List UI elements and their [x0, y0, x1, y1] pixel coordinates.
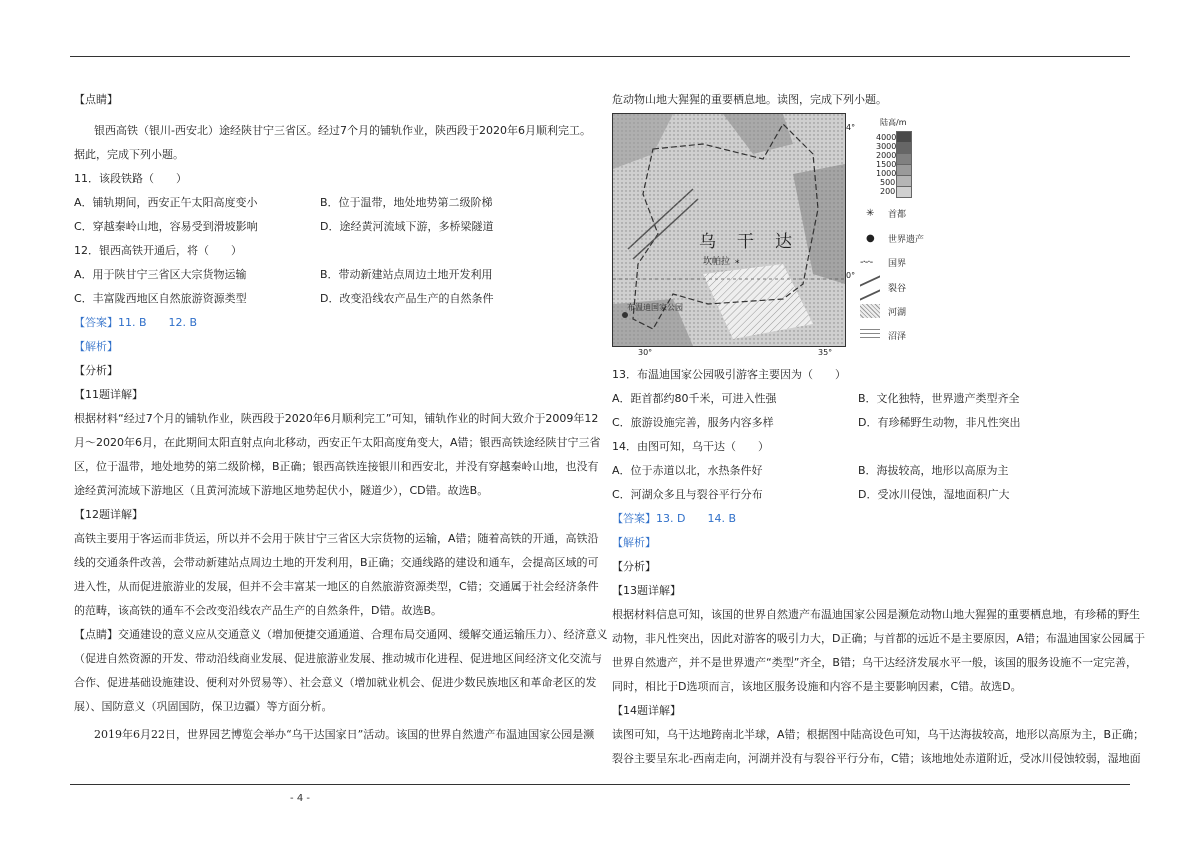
map-park-label: 布温迪国家公园: [627, 303, 683, 312]
legend-label: 国界: [888, 259, 907, 269]
capital-symbol-icon: ✳: [866, 208, 875, 219]
left-line: 合作、促进基础设施建设、便利对外贸易等）、社会意义（增加就业机会、促进少数民族地区和革命老区的发: [74, 676, 597, 689]
legend-label: 首都: [888, 210, 907, 220]
left-line: C．穿越秦岭山地，容易受到滑坡影响: [74, 220, 258, 233]
left-line: 进入性，从而促进旅游业的发展，但并不会丰富某一地区的自然旅游资源类型，C错；交通属于社会经济条件: [74, 580, 599, 593]
left-line: 据此，完成下列小题。: [74, 148, 184, 161]
uganda-map: [612, 113, 846, 347]
right-line: 【13题详解】: [612, 584, 681, 597]
border-symbol-icon: -·-·-: [860, 257, 873, 268]
answer-line: 【答案】13. D 14. B: [612, 512, 736, 525]
left-line: D．途经黄河流域下游，多桥梁隧道: [320, 220, 494, 233]
elevation-value: 4000: [876, 133, 897, 142]
analysis-label: 【解析】: [74, 340, 118, 353]
right-line: C．旅游设施完善，服务内容多样: [612, 416, 774, 429]
right-line: 【14题详解】: [612, 704, 681, 717]
right-line: B．文化独特，世界遗产类型齐全: [858, 392, 1020, 405]
left-line: A．铺轨期间，西安正午太阳高度变小: [74, 196, 258, 209]
left-line: 12．银西高铁开通后，将（ ）: [74, 244, 242, 257]
map-capital-label: 坎帕拉: [703, 257, 731, 267]
left-line: 【分析】: [74, 364, 118, 377]
left-line: 区，位于温带，地处地势的第二级阶梯，B正确；银西高铁连接银川和西安北，并没有穿越秦岭山地，也没有: [74, 460, 599, 473]
elevation-value: 1000: [876, 169, 897, 178]
left-line: C．丰富陇西地区自然旅游资源类型: [74, 292, 247, 305]
map-country-label: 乌 干 达: [699, 232, 794, 252]
right-line: A．位于赤道以北，水热条件好: [612, 464, 763, 477]
analysis-label: 【解析】: [612, 536, 656, 549]
right-line: D．受冰川侵蚀，湿地面积广大: [858, 488, 1010, 501]
legend-label: 裂谷: [888, 284, 907, 294]
lat-label: 4°: [846, 123, 856, 132]
capital-marker: *: [735, 259, 740, 269]
right-line: D．有珍稀野生动物，非凡性突出: [858, 416, 1021, 429]
footer-rule: [70, 784, 1130, 785]
elevation-value: 3000: [876, 142, 897, 151]
legend-label: 沼泽: [888, 332, 907, 342]
legend-title: 陆高/m: [880, 118, 907, 127]
right-line: B．海拔较高，地形以高原为主: [858, 464, 1009, 477]
left-line: A．用于陕甘宁三省区大宗货物运输: [74, 268, 247, 281]
left-line: B．位于温带，地处地势第二级阶梯: [320, 196, 493, 209]
elevation-value: 200: [880, 187, 896, 196]
lon-label: 35°: [818, 348, 833, 357]
right-line: 危动物山地大猩猩的重要栖息地。读图，完成下列小题。: [612, 93, 887, 106]
left-line: 11．该段铁路（ ）: [74, 172, 187, 185]
page-number: - 4 -: [290, 793, 310, 804]
right-line: 13．布温迪国家公园吸引游客主要因为（ ）: [612, 368, 846, 381]
left-line: 的范畴，该高铁的通车不会改变沿线农产品生产的自然条件，D错。故选B。: [74, 604, 443, 617]
right-line: 【分析】: [612, 560, 656, 573]
elevation-swatch: [896, 186, 912, 198]
left-line: 2019年6月22日，世界园艺博览会举办“乌干达国家日”活动。该国的世界自然遗产布温迪国家公园是濒: [94, 728, 595, 741]
right-line: 世界自然遗产，并不是世界遗产“类型”齐全，B错；乌干达经济发展水平一般，该国的服务设施不一定完善，: [612, 656, 1137, 669]
lake-symbol-icon: [860, 304, 880, 318]
left-line: 途经黄河流域下游地区（且黄河流域下游地区地势起伏小，隧道少），CD错。故选B。: [74, 484, 489, 497]
answer-line: 【答案】11. B 12. B: [74, 316, 198, 329]
left-line: 【点睛】交通建设的意义应从交通意义（增加便捷交通通道、合理布局交通网、缓解交通运输压力）、经济意义: [74, 628, 608, 641]
right-line: 14．由图可知，乌干达（ ）: [612, 440, 769, 453]
left-line: 根据材料“经过7个月的铺轨作业，陕西段于2020年6月顺利完工”可知，铺轨作业的时间大致介于2009年12: [74, 412, 599, 425]
left-line: 高铁主要用于客运而非货运，所以并不会用于陕甘宁三省区大宗货物的运输，A错；随着高铁的开通，高铁沿: [74, 532, 599, 545]
legend-label: 河湖: [888, 308, 907, 318]
elevation-value: 2000: [876, 151, 897, 160]
heritage-symbol-icon: ●: [866, 233, 875, 244]
right-line: 读图可知，乌干达地跨南北半球，A错；根据图中陆高设色可知，乌干达海拔较高，地形以高原为主，B正确；: [612, 728, 1145, 741]
left-line: （促进自然资源的开发、带动沿线商业发展、促进旅游业发展、推动城市化进程、促进地区间经济文化交流与: [74, 652, 602, 665]
left-line: D．改变沿线农产品生产的自然条件: [320, 292, 494, 305]
right-line: C．河湖众多且与裂谷平行分布: [612, 488, 763, 501]
elevation-value: 1500: [876, 160, 897, 169]
left-line: 银西高铁（银川-西安北）途经陕甘宁三省区。经过7个月的铺轨作业，陕西段于2020年6月顺利完工。: [94, 124, 591, 137]
left-line: 【12题详解】: [74, 508, 143, 521]
header-rule: [70, 56, 1130, 57]
left-line: 【11题详解】: [74, 388, 143, 401]
rift-symbol-icon: [860, 275, 880, 300]
elevation-value: 500: [880, 178, 896, 187]
left-line: 月～2020年6月，在此期间太阳直射点向北移动，西安正午太阳高度角变大，A错；银西高铁途经陕甘宁三省: [74, 436, 601, 449]
left-line: B．带动新建站点周边土地开发利用: [320, 268, 493, 281]
right-line: 根据材料信息可知，该国的世界自然遗产布温迪国家公园是濒危动物山地大猩猩的重要栖息地，有珍稀的野生: [612, 608, 1140, 621]
right-line: A．距首都约80千米，可进入性强: [612, 392, 777, 405]
right-line: 同时，相比于D选项而言，该地区服务设施和内容不是主要影响因素，C错。故选D。: [612, 680, 1022, 693]
right-line: 裂谷主要呈东北-西南走向，河湖并没有与裂谷平行分布，C错；该地地处赤道附近，受冰川侵蚀较弱，湿地面: [612, 752, 1141, 765]
lon-label: 30°: [638, 348, 653, 357]
legend-label: 世界遗产: [888, 235, 925, 245]
left-line: 展）、国防意义（巩固国防，保卫边疆）等方面分析。: [74, 700, 333, 713]
left-line: 线的交通条件改善，会带动新建站点周边土地的开发利用，B正确；交通线路的建设和通车，会提高区域的可: [74, 556, 599, 569]
left-line: 【点睛】: [74, 93, 118, 106]
swamp-symbol-icon: [860, 327, 880, 341]
right-line: 动物，非凡性突出，因此对游客的吸引力大，D正确；与首都的远近不是主要原因，A错；布温迪国家公园属于: [612, 632, 1145, 645]
lat-label: 0°: [846, 271, 856, 280]
